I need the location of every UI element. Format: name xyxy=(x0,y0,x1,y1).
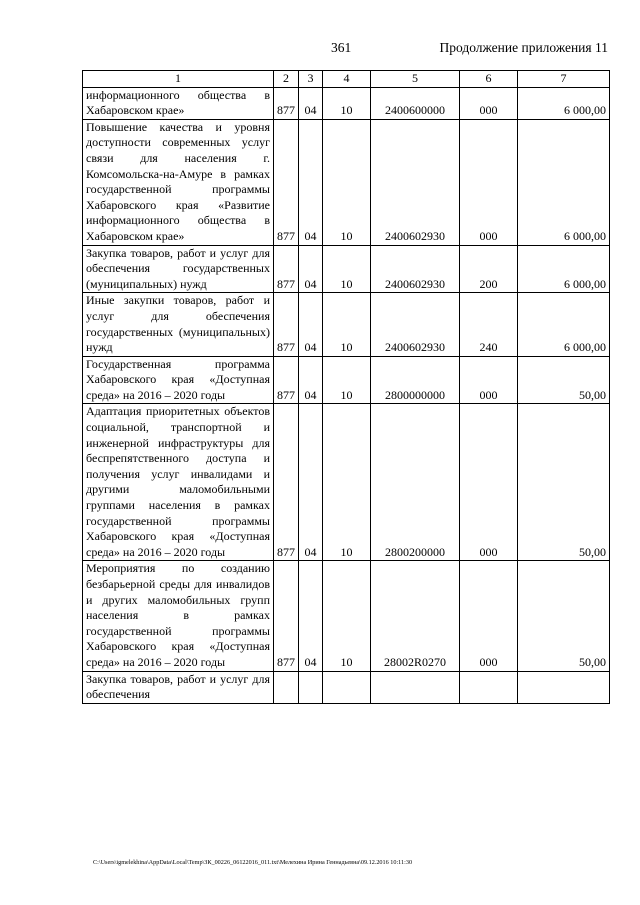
cell-ministry: 877 xyxy=(274,561,299,671)
cell-target-article: 2800200000 xyxy=(371,404,460,561)
cell-amount: 50,00 xyxy=(518,356,610,404)
cell-expense-type: 000 xyxy=(460,561,518,671)
cell-subsection: 10 xyxy=(323,245,371,293)
table-row xyxy=(83,356,610,404)
cell-subsection: 10 xyxy=(323,87,371,119)
table-row xyxy=(83,245,610,293)
cell-section: 04 xyxy=(299,245,323,293)
table-header-row xyxy=(83,71,610,88)
cell-subsection: 10 xyxy=(323,293,371,356)
row-description: Иные закупки товаров, работ и услуг для обеспечения государственных (муниципальных) нужд xyxy=(83,293,274,356)
cell-subsection: 10 xyxy=(323,404,371,561)
cell-ministry: 877 xyxy=(274,245,299,293)
cell-target-article: 2400602930 xyxy=(371,293,460,356)
cell-ministry xyxy=(274,671,299,703)
cell-section: 04 xyxy=(299,293,323,356)
cell-target-article: 2800000000 xyxy=(371,356,460,404)
column-header: 7 xyxy=(518,71,610,88)
cell-subsection: 10 xyxy=(323,561,371,671)
cell-ministry: 877 xyxy=(274,356,299,404)
table-row xyxy=(83,293,610,356)
cell-section: 04 xyxy=(299,404,323,561)
row-description: информационного общества в Хабаровском крае» xyxy=(83,87,274,119)
cell-section: 04 xyxy=(299,87,323,119)
row-description: Закупка товаров, работ и услуг для обеспечения государственных (муниципальных) нужд xyxy=(83,245,274,293)
cell-amount xyxy=(518,671,610,703)
column-header: 3 xyxy=(299,71,323,88)
row-description: Государственная программа Хабаровского края «Доступная среда» на 2016 – 2020 годы xyxy=(83,356,274,404)
column-header: 5 xyxy=(371,71,460,88)
cell-ministry: 877 xyxy=(274,87,299,119)
cell-amount: 6 000,00 xyxy=(518,245,610,293)
cell-expense-type: 000 xyxy=(460,404,518,561)
table-row xyxy=(83,561,610,671)
cell-expense-type: 000 xyxy=(460,356,518,404)
cell-amount: 6 000,00 xyxy=(518,293,610,356)
cell-expense-type xyxy=(460,671,518,703)
table-row xyxy=(83,87,610,119)
cell-target-article xyxy=(371,671,460,703)
row-description: Повышение качества и уровня доступности современных услуг связи для населения г. Комсомольска-на-Амуре в рамках государственной программы Хабаровского края «Развитие информационного общества в Хабаровском крае» xyxy=(83,119,274,245)
column-header: 1 xyxy=(83,71,274,88)
column-header: 6 xyxy=(460,71,518,88)
cell-amount: 50,00 xyxy=(518,561,610,671)
cell-subsection: 10 xyxy=(323,119,371,245)
cell-expense-type: 000 xyxy=(460,119,518,245)
cell-amount: 6 000,00 xyxy=(518,119,610,245)
table-row xyxy=(83,404,610,561)
cell-target-article: 2400602930 xyxy=(371,245,460,293)
cell-section xyxy=(299,671,323,703)
cell-expense-type: 000 xyxy=(460,87,518,119)
cell-amount: 6 000,00 xyxy=(518,87,610,119)
cell-target-article: 2400600000 xyxy=(371,87,460,119)
cell-expense-type: 200 xyxy=(460,245,518,293)
cell-section: 04 xyxy=(299,561,323,671)
cell-expense-type: 240 xyxy=(460,293,518,356)
cell-target-article: 28002R0270 xyxy=(371,561,460,671)
cell-section: 04 xyxy=(299,356,323,404)
cell-amount: 50,00 xyxy=(518,404,610,561)
footer-file-path: C:\Users\igmelekhina\AppData\Local\Temp\ЗК_00226_06122016_011.txt\Мелехина Ирина Геннадьевна\09.12.2016 10:11:30 xyxy=(93,859,413,866)
table-row xyxy=(83,119,610,245)
column-header: 2 xyxy=(274,71,299,88)
budget-table xyxy=(82,70,610,704)
column-header: 4 xyxy=(323,71,371,88)
appendix-note: Продолжение приложения 11 xyxy=(439,40,608,55)
cell-ministry: 877 xyxy=(274,293,299,356)
cell-ministry: 877 xyxy=(274,119,299,245)
cell-subsection xyxy=(323,671,371,703)
row-description: Мероприятия по созданию безбарьерной среды для инвалидов и других маломобильных групп населения в рамках государственной программы Хабаровского края «Доступная среда» на 2016 – 2020 годы xyxy=(83,561,274,671)
table-row xyxy=(83,671,610,703)
row-description: Закупка товаров, работ и услуг для обеспечения xyxy=(83,671,274,703)
page-header xyxy=(0,40,640,58)
cell-target-article: 2400602930 xyxy=(371,119,460,245)
cell-subsection: 10 xyxy=(323,356,371,404)
cell-section: 04 xyxy=(299,119,323,245)
cell-ministry: 877 xyxy=(274,404,299,561)
row-description: Адаптация приоритетных объектов социальной, транспортной и инженерной инфраструктуры для беспрепятственного доступа и получения услуг инвалидами и другими маломобильными группами населения в рамках государственной программы Хабаровского края «Доступная среда» на 2016 – 2020 годы xyxy=(83,404,274,561)
page-number: 361 xyxy=(331,40,352,55)
